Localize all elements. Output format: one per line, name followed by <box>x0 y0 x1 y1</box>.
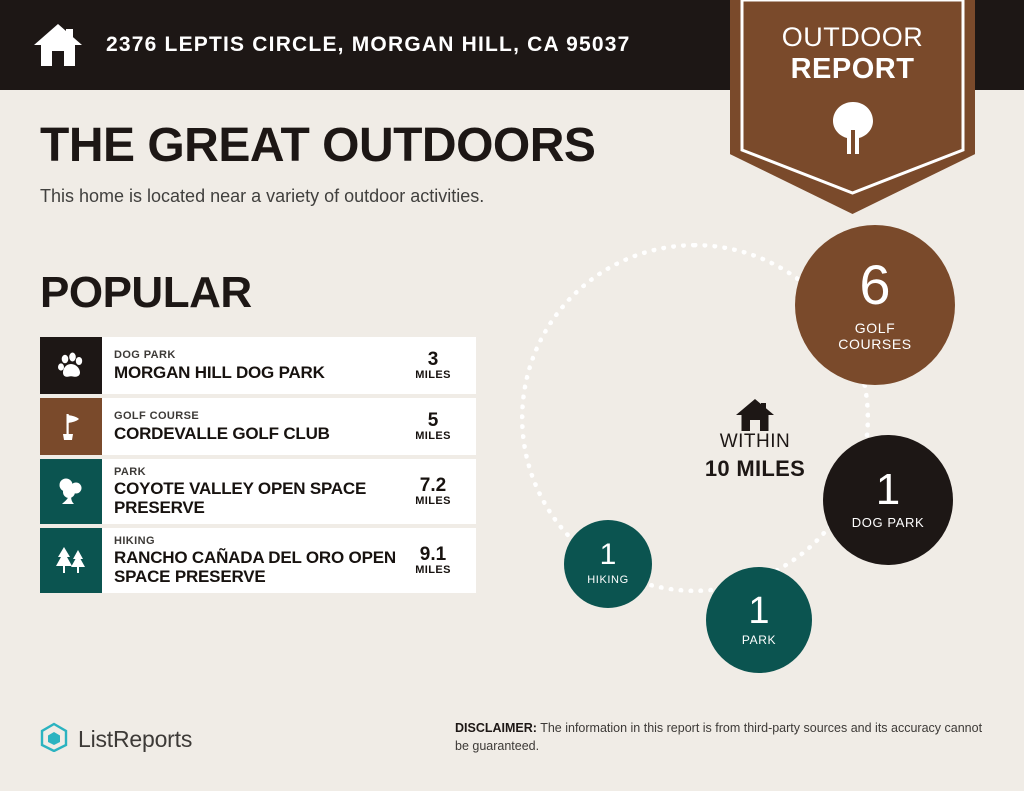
tree-icon <box>730 100 975 156</box>
disclaimer-label: DISCLAIMER: <box>455 720 537 735</box>
popular-list <box>40 337 476 597</box>
bubble-hiking[interactable] <box>564 520 652 608</box>
pine-trees-icon <box>40 528 102 593</box>
within-10-miles-diagram <box>510 225 1010 675</box>
disclaimer-text: The information in this report is from third-party sources and its accuracy cannot be guaranteed. <box>455 720 983 753</box>
list-item-name: RANCHO CAÑADA DEL ORO OPEN SPACE PRESERVE <box>114 548 396 587</box>
distance-value: 9.1 <box>419 543 447 565</box>
list-item-text <box>102 459 396 524</box>
list-item-name: MORGAN HILL DOG PARK <box>114 362 325 382</box>
bubble-label-line1: GOLF <box>854 319 896 336</box>
list-item-category: GOLF COURSE <box>114 410 200 423</box>
bubble-count: 1 <box>875 464 901 514</box>
page-subtitle: This home is located near a variety of outdoor activities. <box>40 186 485 206</box>
list-item-distance <box>396 528 476 593</box>
distance-value: 3 <box>427 348 439 370</box>
bubble-label <box>838 320 911 352</box>
distance-unit: MILES <box>415 369 451 382</box>
distance-unit: MILES <box>415 495 451 508</box>
list-item-distance <box>396 459 476 524</box>
listreports-logo-text: ListReports <box>78 726 193 752</box>
badge-title-line2: REPORT <box>790 53 915 85</box>
disclaimer <box>455 719 985 755</box>
list-item[interactable] <box>40 337 476 394</box>
list-item-name: COYOTE VALLEY OPEN SPACE PRESERVE <box>114 479 367 518</box>
distance-value: 7.2 <box>419 474 447 496</box>
list-item-category: PARK <box>114 465 146 478</box>
list-item-category: DOG PARK <box>114 349 176 362</box>
bubble-label-line2: COURSES <box>838 335 912 352</box>
home-icon <box>32 21 84 69</box>
bubble-count: 1 <box>748 589 770 632</box>
bubble-label: DOG PARK <box>851 515 925 531</box>
park-tree-icon <box>40 459 102 524</box>
golf-flag-icon <box>40 398 102 455</box>
bubble-count: 6 <box>859 253 891 317</box>
distance-value: 5 <box>427 409 439 431</box>
outdoor-report-badge <box>730 0 975 214</box>
bubble-count: 1 <box>599 538 617 572</box>
distance-unit: MILES <box>415 430 451 443</box>
list-item[interactable] <box>40 459 476 524</box>
paw-print-icon <box>40 337 102 394</box>
list-item-text <box>102 337 396 394</box>
bubble-park[interactable] <box>706 567 812 673</box>
badge-title-line1: OUTDOOR <box>781 22 924 52</box>
property-address: 2376 LEPTIS CIRCLE, MORGAN HILL, CA 95037 <box>106 33 631 56</box>
bubble-label: PARK <box>741 632 777 647</box>
list-item-distance <box>396 337 476 394</box>
list-item-text <box>102 398 396 455</box>
list-item-distance <box>396 398 476 455</box>
page-title: THE GREAT OUTDOORS <box>40 119 596 172</box>
center-label-line2: 10 MILES <box>704 456 806 481</box>
list-item-name: CORDEVALLE GOLF CLUB <box>114 423 330 443</box>
bubble-dog-park[interactable] <box>823 435 953 565</box>
badge-title <box>730 24 975 84</box>
popular-section-title: POPULAR <box>40 268 252 317</box>
bubble-golf-courses[interactable] <box>795 225 955 385</box>
listreports-logo[interactable] <box>40 722 192 757</box>
listreports-logo-icon <box>40 722 68 757</box>
list-item[interactable] <box>40 398 476 455</box>
center-label-line1: WITHIN <box>719 431 791 452</box>
distance-unit: MILES <box>415 564 451 577</box>
list-item-text <box>102 528 396 593</box>
list-item-category: HIKING <box>114 534 155 547</box>
list-item[interactable] <box>40 528 476 593</box>
center-label <box>680 393 830 482</box>
bubble-label: HIKING <box>587 573 629 586</box>
